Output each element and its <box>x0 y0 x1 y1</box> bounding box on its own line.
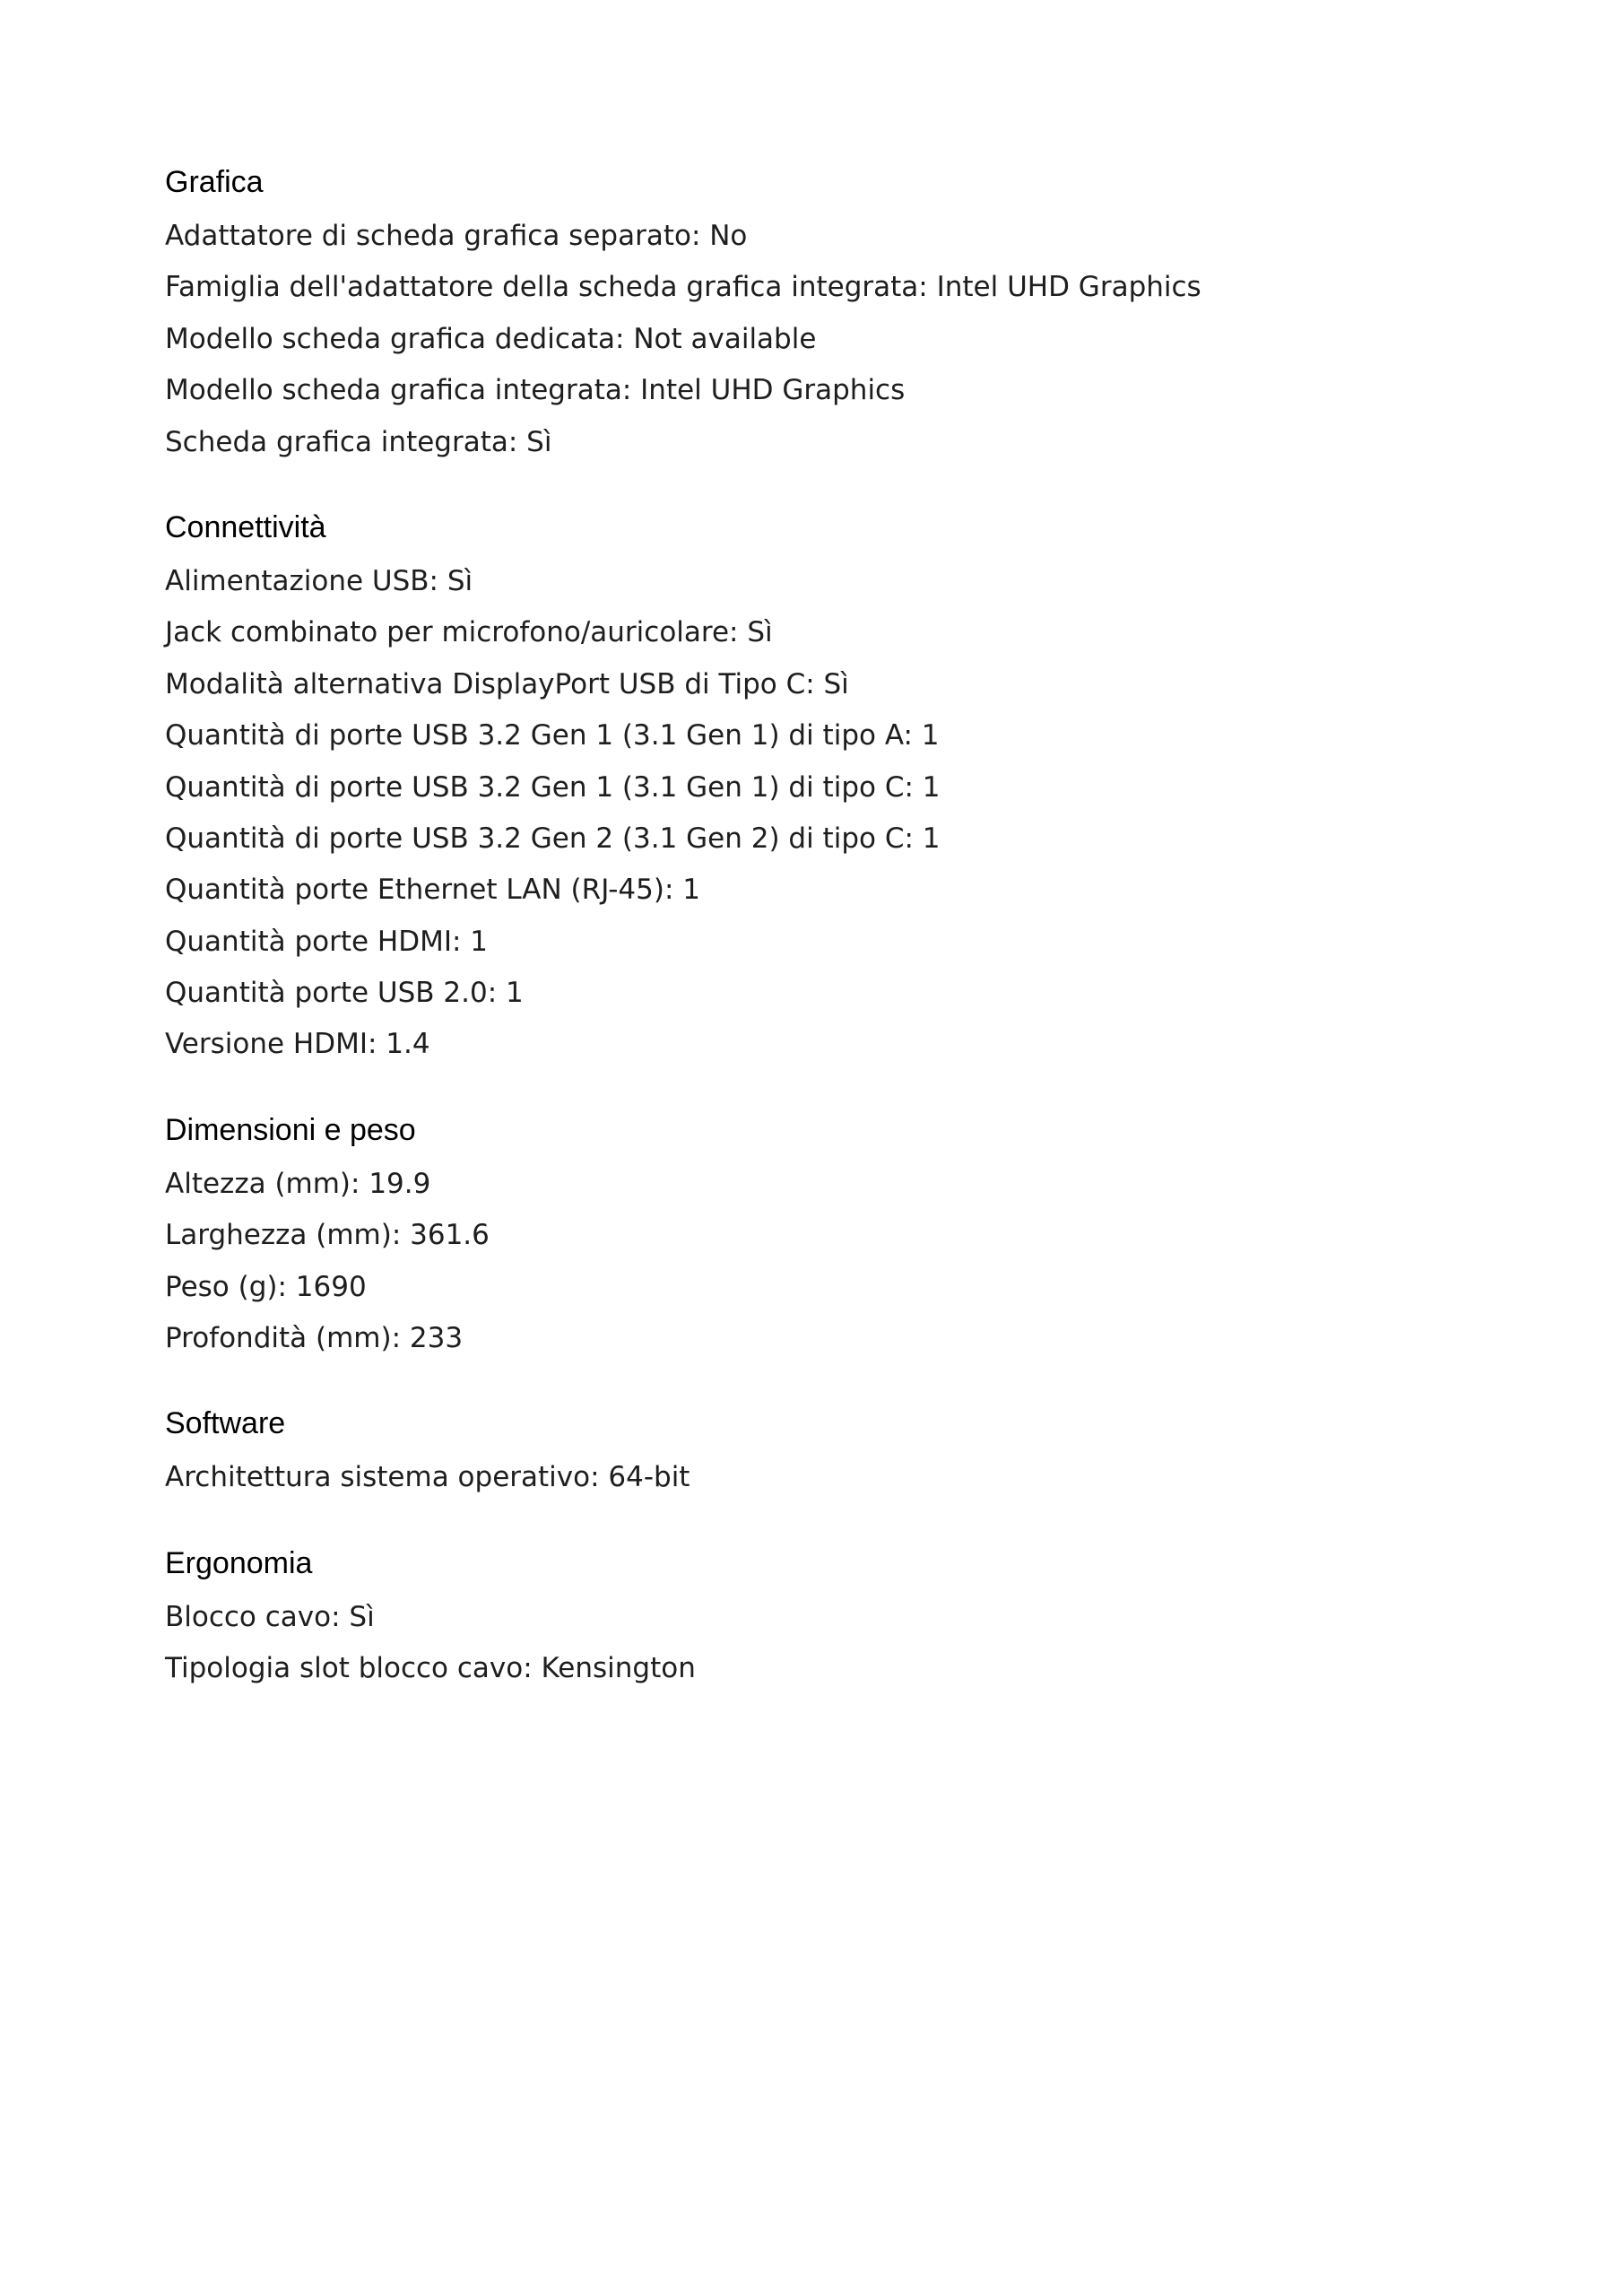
section-heading: Grafica <box>165 165 264 199</box>
section-connettivita <box>165 505 1465 1071</box>
spec-item: Quantità porte Ethernet LAN (RJ-45): 1 <box>165 874 700 907</box>
section-heading: Software <box>165 1406 286 1441</box>
spec-list <box>165 1159 1465 1365</box>
section-heading: Connettività <box>165 509 326 544</box>
spec-item: Adattatore di scheda grafica separato: No <box>165 220 748 252</box>
spec-list <box>165 1452 1465 1503</box>
spec-item: Jack combinato per microfono/auricolare: Sì <box>165 616 773 649</box>
spec-item: Altezza (mm): 19.9 <box>165 1167 431 1200</box>
spec-list <box>165 1592 1465 1695</box>
section-heading: Ergonomia <box>165 1545 313 1580</box>
spec-item: Quantità di porte USB 3.2 Gen 1 (3.1 Gen 1) di tipo A: 1 <box>165 719 940 752</box>
spec-item: Tipologia slot blocco cavo: Kensington <box>165 1652 696 1685</box>
spec-item: Quantità porte HDMI: 1 <box>165 925 489 958</box>
spec-item: Modalità alternativa DisplayPort USB di Tipo C: Sì <box>165 667 849 700</box>
spec-item: Larghezza (mm): 361.6 <box>165 1219 490 1252</box>
spec-item: Blocco cavo: Sì <box>165 1600 375 1633</box>
spec-document <box>165 160 1465 1732</box>
spec-item: Quantità porte USB 2.0: 1 <box>165 977 524 1010</box>
spec-list <box>165 556 1465 1071</box>
spec-item: Famiglia dell'adattatore della scheda grafica integrata: Intel UHD Graphics <box>165 271 1201 304</box>
spec-item: Modello scheda grafica dedicata: Not available <box>165 322 817 355</box>
spec-item: Scheda grafica integrata: Sì <box>165 425 552 458</box>
section-heading: Dimensioni e peso <box>165 1112 416 1147</box>
spec-item: Versione HDMI: 1.4 <box>165 1028 430 1061</box>
spec-item: Alimentazione USB: Sì <box>165 564 473 597</box>
section-grafica <box>165 160 1465 468</box>
spec-item: Peso (g): 1690 <box>165 1270 367 1303</box>
section-dimensioni-peso <box>165 1108 1465 1365</box>
spec-item: Profondità (mm): 233 <box>165 1322 464 1355</box>
spec-item: Quantità di porte USB 3.2 Gen 2 (3.1 Gen 2) di tipo C: 1 <box>165 822 941 855</box>
spec-list <box>165 211 1465 468</box>
spec-item: Quantità di porte USB 3.2 Gen 1 (3.1 Gen 1) di tipo C: 1 <box>165 770 941 804</box>
spec-item: Modello scheda grafica integrata: Intel UHD Graphics <box>165 374 906 407</box>
section-ergonomia <box>165 1541 1465 1695</box>
section-software <box>165 1401 1465 1503</box>
spec-item: Architettura sistema operativo: 64-bit <box>165 1461 690 1494</box>
